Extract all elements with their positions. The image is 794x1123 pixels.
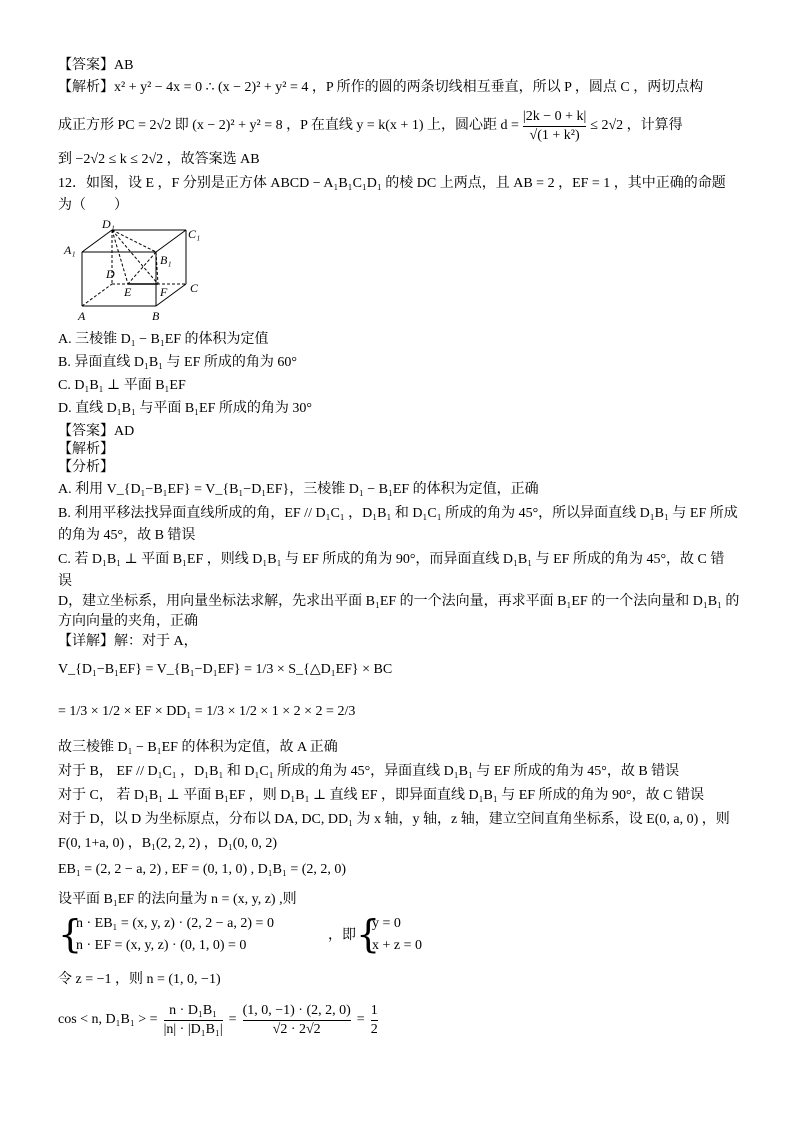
breakdown-a: A. 利用 V_{D₁−B₁EF} = V_{B₁−D₁EF}，三棱锥 D₁ − B₁EF 的体积为定值，正确 — [58, 482, 539, 497]
fraction-numerator: |2k − 0 + k| — [523, 108, 586, 127]
cube-figure — [60, 216, 220, 322]
cos-fraction-1 — [164, 1002, 223, 1039]
heading-breakdown: 【分析】 — [58, 460, 114, 475]
right-brace: { — [356, 912, 381, 956]
detail-d1: 对于 D，以 D 为坐标原点，分布以 DA, DC, DD₁ 为 x 轴，y 轴，z 轴，建立空间直角坐标系，设 E(0, a, 0) ，则 — [58, 812, 730, 827]
detail-b: 对于 B， EF // D₁C₁ ，D₁B₁ 和 D₁C₁ 所成的角为 45°，异面直线 D₁B₁ 与 EF 所成的角为 45°，故 B 错误 — [58, 764, 680, 779]
vector-coordinates: EB₁ = (2, 2 − a, 2) , EF = (0, 1, 0) , D₁B₁ = (2, 2, 0) — [58, 862, 347, 877]
cos-numerator-1: n · D₁B₁ — [164, 1002, 223, 1021]
equation-system — [58, 912, 398, 960]
analysis-line-11a: 【解析】x² + y² − 4x = 0 ∴ (x − 2)² + y² = 4 ，P 所作的圆的两条切线相互垂直，所以 P ，圆点 C ，两切点构 — [58, 80, 704, 95]
label-B: B — [152, 309, 160, 322]
system-eq-1: n · EB₁ = (x, y, z) · (2, 2 − a, 2) = 0 — [76, 916, 274, 931]
conclusion-a: 故三棱锥 D₁ − B₁EF 的体积为定值，故 A 正确 — [58, 740, 338, 755]
equals-1: = — [228, 1012, 237, 1027]
text-segment: ≤ 2√2 ，计算得 — [590, 118, 683, 133]
detail-c: 对于 C， 若 D₁B₁ ⊥ 平面 B₁EF ，则 D₁B₁ ⊥ 直线 EF ，即异面直线 D₁B₁ 与 EF 所成的角为 90°，故 C 错误 — [58, 788, 704, 803]
label-B1: B₁ — [160, 253, 172, 267]
system-eq-2: n · EF = (x, y, z) · (0, 1, 0) = 0 — [76, 938, 247, 953]
answer-line-12: 【答案】AD — [58, 424, 135, 439]
breakdown-d2: 方向向量的夹角，正确 — [58, 614, 198, 629]
distance-fraction — [523, 108, 586, 145]
label-A1: A₁ — [64, 243, 76, 257]
volume-equation-1: V_{D₁−B₁EF} = V_{B₁−D₁EF} = 1/3 × S_{△D₁EF} × BC — [58, 662, 393, 677]
cos-numerator-2: (1, 0, −1) · (2, 2, 0) — [243, 1002, 351, 1021]
option-b: B. 异面直线 D₁B₁ 与 EF 所成的角为 60° — [58, 355, 297, 370]
label-D1: D₁ — [102, 217, 115, 231]
cosine-equation — [58, 996, 758, 1044]
label-F: F — [160, 285, 168, 299]
heading-analysis: 【解析】 — [58, 442, 114, 457]
cos-denominator-2: √2 · 2√2 — [272, 1021, 321, 1037]
breakdown-d1: D，建立坐标系，用向量坐标法求解，先求出平面 B₁EF 的一个法向量，再求平面 B₁EF 的一个法向量和 D₁B₁ 的 — [58, 594, 740, 609]
text-segment: 成正方形 PC = 2√2 即 (x − 2)² + y² = 8 ，P 在直线 y = k(x + 1) 上，圆心距 d = — [58, 118, 519, 133]
option-c: C. D₁B₁ ⊥ 平面 B₁EF — [58, 378, 186, 393]
left-brace: { — [58, 912, 83, 956]
cos-denominator-1: |n| · |D₁B₁| — [163, 1021, 223, 1037]
fraction-denominator: √(1 + k²) — [529, 127, 580, 143]
analysis-line-11b — [58, 104, 758, 148]
set-z-line: 令 z = −1 ，则 n = (1, 0, −1) — [58, 972, 221, 987]
label-E: E — [124, 285, 132, 299]
breakdown-b1: B. 利用平移法找异面直线所成的角，EF // D₁C₁ ，D₁B₁ 和 D₁C₁ 所成的角为 45°，所以异面直线 D₁B₁ 与 EF 所成 — [58, 506, 738, 521]
answer-line-11: 【答案】AB — [58, 58, 134, 73]
label-A: A — [78, 309, 86, 322]
breakdown-c1: C. 若 D₁B₁ ⊥ 平面 B₁EF ，则线 D₁B₁ 与 EF 所成的角为 90°，而异面直线 D₁B₁ 与 EF 所成的角为 45°，故 C 错 — [58, 552, 725, 567]
result-numerator: 1 — [371, 1002, 378, 1021]
system-eq-4: x + z = 0 — [372, 938, 423, 953]
normal-vector-setup: 设平面 B₁EF 的法向量为 n = (x, y, z) ,则 — [58, 892, 297, 907]
cos-fraction-2 — [243, 1002, 351, 1039]
breakdown-c2: 误 — [58, 574, 72, 589]
system-eq-3: y = 0 — [372, 916, 401, 931]
result-fraction — [371, 1002, 378, 1039]
detail-d2: F(0, 1+a, 0) ，B₁(2, 2, 2) ，D₁(0, 0, 2) — [58, 836, 278, 851]
label-C1: C₁ — [188, 227, 201, 241]
system-connector: ，即 — [328, 928, 356, 943]
breakdown-b2: 的角为 45°，故 B 错误 — [58, 528, 196, 543]
question-12-line1: 12．如图，设 E ，F 分别是正方体 ABCD − A₁B₁C₁D₁ 的棱 DC 上两点，且 AB = 2 ，EF = 1 ，其中正确的命题 — [58, 176, 726, 191]
analysis-line-11c: 到 −2√2 ≤ k ≤ 2√2 ，故答案选 AB — [58, 152, 260, 167]
volume-equation-2: = 1/3 × 1/2 × EF × DD₁ = 1/3 × 1/2 × 1 × 2 × 2 = 2/3 — [58, 704, 356, 719]
heading-detail: 【详解】解：对于 A， — [58, 634, 198, 649]
label-D: D — [106, 267, 115, 281]
result-denominator: 2 — [370, 1021, 378, 1037]
cos-lhs: cos < n, D₁B₁ > = — [58, 1012, 158, 1027]
label-C: C — [190, 281, 199, 295]
equals-2: = — [356, 1012, 365, 1027]
question-12-line2: 为（ ） — [58, 198, 128, 213]
option-a: A. 三棱锥 D₁ − B₁EF 的体积为定值 — [58, 332, 269, 347]
option-d: D. 直线 D₁B₁ 与平面 B₁EF 所成的角为 30° — [58, 401, 312, 416]
